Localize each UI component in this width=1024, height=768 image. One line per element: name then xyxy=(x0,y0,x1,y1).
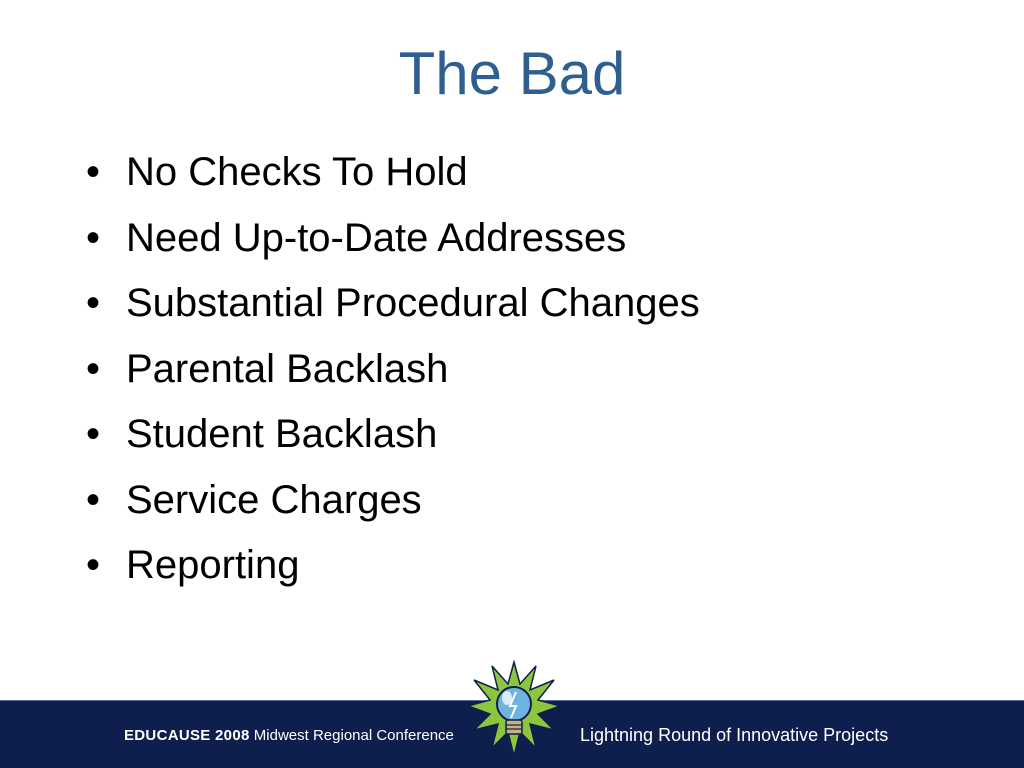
footer-brand: EDUCAUSE 2008 xyxy=(124,727,250,744)
bullet-item xyxy=(86,140,700,206)
bullet-text: No Checks To Hold xyxy=(126,150,468,194)
bullet-dot: • xyxy=(86,281,101,325)
bulb-glass xyxy=(497,687,531,721)
slide-title: The Bad xyxy=(398,40,626,107)
bullet-item xyxy=(86,271,700,337)
bullet-text: Parental Backlash xyxy=(126,346,449,391)
bullet-item xyxy=(86,402,700,468)
footer-conference xyxy=(124,726,454,746)
bulb-base xyxy=(506,720,522,734)
bullet-list xyxy=(86,140,700,599)
bullet-item xyxy=(86,468,700,534)
bullet-text: Substantial Procedural Changes xyxy=(126,281,700,325)
bullet-text: Need Up-to-Date Addresses xyxy=(126,215,627,260)
footer-tagline: Lightning Round of Innovative Projects xyxy=(580,725,889,745)
bullet-text: Student Backlash xyxy=(126,412,438,456)
bullet-text: Service Charges xyxy=(126,477,422,522)
bullet-text: Reporting xyxy=(126,543,300,587)
bullet-dot: • xyxy=(86,346,101,391)
bullet-dot: • xyxy=(86,412,101,456)
bullet-dot: • xyxy=(86,215,101,260)
bullet-item xyxy=(86,533,700,599)
bullet-dot: • xyxy=(86,543,101,587)
footer-conference-name: Midwest Regional Conference xyxy=(253,727,454,744)
bullet-item xyxy=(86,206,700,272)
lightbulb-burst-icon xyxy=(466,660,562,760)
bullet-dot: • xyxy=(86,150,101,194)
bullet-item xyxy=(86,337,700,403)
bullet-dot: • xyxy=(86,477,101,522)
